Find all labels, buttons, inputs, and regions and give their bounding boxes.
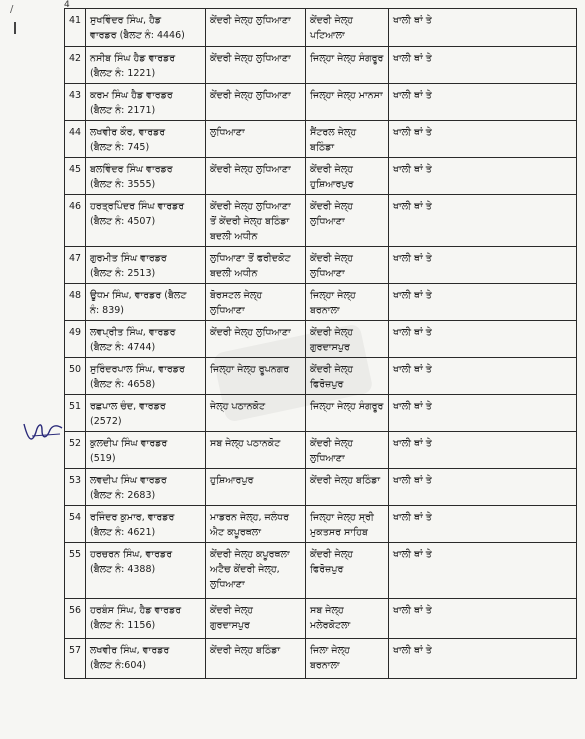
to-location-line: ਬਰਨਾਲਾ [310, 305, 340, 316]
employee-name-line: ਬਲਵਿੰਦਰ ਸਿੰਘ ਵਾਰਡਰ [90, 164, 173, 175]
to-location-line: ਫਿਰੋਜ਼ਪੁਰ [310, 379, 344, 390]
to-location-line: ਜਿਲ੍ਹਾ ਜੇਲ੍ਹ ਸੰਗਰੂਰ [310, 53, 384, 64]
employee-name-line: ਲਖਵੀਰ ਕੌਰ, ਵਾਰਡਰ [90, 127, 166, 138]
employee-name-cell [86, 395, 206, 432]
from-location-line: ਬਦਲੀ ਅਧੀਨ [210, 268, 258, 279]
employee-name-line: (ਬੈਲਟ ਨੰ: 1156) [90, 620, 156, 631]
from-location-line: ਹੁਸ਼ਿਆਰਪੁਰ [210, 475, 254, 486]
from-location-line: ਤੋਂ ਕੇਂਦਰੀ ਜੇਲ੍ਹ ਬਠਿੰਡਾ [210, 216, 290, 227]
page-number: 4 [64, 0, 70, 10]
to-location-cell [306, 195, 389, 247]
employee-name-cell [86, 84, 206, 121]
employee-name-cell [86, 9, 206, 47]
from-location-line: ਕੇਂਦਰੀ ਜੇਲ੍ਹ [210, 605, 253, 616]
remark-cell: ਖਾਲੀ ਥਾਂ ਤੇ [389, 84, 577, 121]
employee-name-line: ਹਰਚਰਨ ਸਿੰਘ, ਵਾਰਡਰ [90, 549, 173, 560]
from-location-cell [206, 432, 306, 469]
table-row [65, 639, 577, 679]
from-location-line: ਗੁਰਦਾਸਪੁਰ [210, 620, 250, 631]
from-location-line: ਕੇਂਦਰੀ ਜੇਲ੍ਹ ਲੁਧਿਆਣਾ [210, 53, 291, 64]
employee-name-cell [86, 195, 206, 247]
from-location-line: ਕੇਂਦਰੀ ਜੇਲ੍ਹ ਬਠਿੰਡਾ [210, 645, 281, 656]
employee-name-line: ਨਸੀਬ ਸਿੰਘ ਹੈਡ ਵਾਰਡਰ [90, 53, 176, 64]
to-location-cell [306, 543, 389, 599]
serial-number-cell: 46 [65, 195, 86, 247]
remark-cell: ਖਾਲੀ ਥਾਂ ਤੇ [389, 321, 577, 358]
from-location-cell [206, 47, 306, 84]
from-location-line: ਕੇਂਦਰੀ ਜੇਲ੍ਹ ਲੁਧਿਆਣਾ [210, 201, 291, 212]
employee-name-line: (ਬੈਲਟ ਨੰ: 2513) [90, 268, 156, 279]
from-location-line: ਜਿਲ੍ਹਾ ਜੇਲ੍ਹ ਰੂਪਨਗਰ [210, 364, 290, 375]
remark-cell: ਖਾਲੀ ਥਾਂ ਤੇ [389, 247, 577, 284]
margin-mark: / [10, 4, 14, 15]
table-row [65, 247, 577, 284]
to-location-line: ਫਿਰੋਜ਼ਪੁਰ [310, 564, 344, 575]
serial-number-cell: 44 [65, 121, 86, 158]
employee-name-line: ਲਖਵੀਰ ਸਿੰਘ, ਵਾਰਡਰ [90, 645, 170, 656]
employee-name-cell [86, 284, 206, 321]
employee-name-line: ਨੰ: 839) [90, 305, 124, 316]
remark-cell: ਖਾਲੀ ਥਾਂ ਤੇ [389, 599, 577, 639]
table-row [65, 47, 577, 84]
employee-name-cell [86, 639, 206, 679]
remark-cell: ਖਾਲੀ ਥਾਂ ਤੇ [389, 158, 577, 195]
table-row [65, 84, 577, 121]
employee-name-line: ਸੁਰਿੰਦਰਪਾਲ ਸਿੰਘ, ਵਾਰਡਰ [90, 364, 185, 375]
to-location-line: ਲੁਧਿਆਣਾ [310, 268, 345, 279]
to-location-cell [306, 84, 389, 121]
to-location-cell [306, 321, 389, 358]
employee-name-line: (ਬੈਲਟ ਨੰ: 2171) [90, 105, 156, 116]
to-location-line: ਕੇਂਦਰੀ ਜੇਲ੍ਹ [310, 15, 353, 26]
from-location-line: ਲੁਧਿਆਣਾ [210, 127, 245, 138]
from-location-cell [206, 84, 306, 121]
to-location-line: ਕੇਂਦਰੀ ਜੇਲ੍ਹ [310, 327, 353, 338]
to-location-line: ਪਟਿਆਲਾ [310, 30, 345, 41]
serial-number-cell: 41 [65, 9, 86, 47]
to-location-cell [306, 432, 389, 469]
from-location-cell [206, 506, 306, 543]
serial-number-cell: 43 [65, 84, 86, 121]
serial-number-cell: 48 [65, 284, 86, 321]
serial-number-cell: 52 [65, 432, 86, 469]
to-location-cell [306, 9, 389, 47]
to-location-line: ਮਲੇਰਕੋਟਲਾ [310, 620, 351, 631]
from-location-line: ਕੇਂਦਰੀ ਜੇਲ੍ਹ ਲੁਧਿਆਣਾ [210, 164, 291, 175]
from-location-cell [206, 321, 306, 358]
serial-number-cell: 50 [65, 358, 86, 395]
from-location-cell [206, 639, 306, 679]
employee-name-line: (2572) [90, 416, 122, 427]
from-location-line: ਕੇਂਦਰੀ ਜੇਲ੍ਹ ਲੁਧਿਆਣਾ [210, 90, 291, 101]
employee-name-line: ਸੁਖਵਿੰਦਰ ਸਿੰਘ, ਹੈਡ [90, 15, 162, 26]
to-location-cell [306, 599, 389, 639]
employee-name-line: (ਬੈਲਟ ਨੰ: 2683) [90, 490, 156, 501]
from-location-cell [206, 543, 306, 599]
employee-name-line: ਰਛਪਾਲ ਚੰਦ, ਵਾਰਡਰ [90, 401, 166, 412]
employee-name-cell [86, 358, 206, 395]
to-location-cell [306, 47, 389, 84]
employee-name-cell [86, 247, 206, 284]
table-row [65, 506, 577, 543]
employee-name-line: ਕੁਲਦੀਪ ਸਿੰਘ ਵਾਰਡਰ [90, 438, 168, 449]
serial-number-cell: 57 [65, 639, 86, 679]
to-location-line: ਜਿਲ੍ਹਾ ਜੇਲ੍ਹ [310, 290, 356, 301]
from-location-line: ਲੁਧਿਆਣਾ ਤੋਂ ਫਰੀਦਕੋਟ [210, 253, 291, 264]
employee-name-line: ਹਰਤ੍ਰਪਿੰਦਰ ਸਿੰਘ ਵਾਰਡਰ [90, 201, 185, 212]
to-location-line: ਕੇਂਦਰੀ ਜੇਲ੍ਹ [310, 201, 353, 212]
to-location-line: ਕੇਂਦਰੀ ਜੇਲ੍ਹ [310, 549, 353, 560]
remark-cell: ਖਾਲੀ ਥਾਂ ਤੇ [389, 358, 577, 395]
serial-number-cell: 42 [65, 47, 86, 84]
employee-name-line: (ਬੈਲਟ ਨੰ: 4388) [90, 564, 156, 575]
remark-cell: ਖਾਲੀ ਥਾਂ ਤੇ [389, 395, 577, 432]
remark-cell: ਖਾਲੀ ਥਾਂ ਤੇ [389, 432, 577, 469]
to-location-cell [306, 506, 389, 543]
from-location-cell [206, 247, 306, 284]
from-location-line: ਮਾਡਰਨ ਜੇਲ੍ਹ, ਜਲੰਧਰ [210, 512, 289, 523]
serial-number-cell: 53 [65, 469, 86, 506]
to-location-cell [306, 358, 389, 395]
table-row [65, 158, 577, 195]
employee-name-cell [86, 47, 206, 84]
from-location-cell [206, 121, 306, 158]
table-row [65, 284, 577, 321]
employee-name-line: ਲਵਦੀਪ ਸਿੰਘ ਵਾਰਡਰ [90, 475, 167, 486]
to-location-line: ਜਿਲਾ ਜੇਲ੍ਹ [310, 645, 350, 656]
to-location-cell [306, 247, 389, 284]
remark-cell: ਖਾਲੀ ਥਾਂ ਤੇ [389, 284, 577, 321]
from-location-line: ਕੇਂਦਰੀ ਜੇਲ੍ਹ ਕਪੂਰਥਲਾ [210, 549, 290, 560]
serial-number-cell: 56 [65, 599, 86, 639]
remark-cell: ਖਾਲੀ ਥਾਂ ਤੇ [389, 639, 577, 679]
employee-name-line: ਕਰਮ ਸਿੰਘ ਹੈਡ ਵਾਰਡਰ [90, 90, 173, 101]
from-location-cell [206, 395, 306, 432]
table-row [65, 195, 577, 247]
remark-cell: ਖਾਲੀ ਥਾਂ ਤੇ [389, 469, 577, 506]
to-location-line: ਜਿਲ੍ਹਾ ਜੇਲ੍ਹ ਸੰਗਰੂਰ [310, 401, 384, 412]
table-row [65, 469, 577, 506]
serial-number-cell: 45 [65, 158, 86, 195]
to-location-cell [306, 284, 389, 321]
to-location-line: ਲੁਧਿਆਣਾ [310, 453, 345, 464]
from-location-cell [206, 9, 306, 47]
employee-name-line: ਗੁਰਮੀਤ ਸਿੰਘ ਵਾਰਡਰ [90, 253, 167, 264]
from-location-line: ਲੁਧਿਆਣਾ [210, 305, 245, 316]
remark-cell: ਖਾਲੀ ਥਾਂ ਤੇ [389, 9, 577, 47]
from-location-cell [206, 284, 306, 321]
serial-number-cell: 47 [65, 247, 86, 284]
to-location-cell [306, 395, 389, 432]
remark-cell: ਖਾਲੀ ਥਾਂ ਤੇ [389, 47, 577, 84]
transfer-roster-table [64, 8, 577, 679]
to-location-line: ਗੁਰਦਾਸਪੁਰ [310, 342, 350, 353]
from-location-cell [206, 469, 306, 506]
to-location-line: ਸਬ ਜੇਲ੍ਹ [310, 605, 344, 616]
employee-name-cell [86, 121, 206, 158]
to-location-cell [306, 121, 389, 158]
employee-name-line: (ਬੈਲਟ ਨੰ: 4744) [90, 342, 156, 353]
from-location-line: ਕੇਂਦਰੀ ਜੇਲ੍ਹ ਲੁਧਿਆਣਾ [210, 327, 291, 338]
table-row [65, 599, 577, 639]
remark-cell: ਖਾਲੀ ਥਾਂ ਤੇ [389, 506, 577, 543]
from-location-line: ਬੋਰਸਟਲ ਜੇਲ੍ਹ [210, 290, 263, 301]
table-row [65, 358, 577, 395]
from-location-line: ਕੇਂਦਰੀ ਜੇਲ੍ਹ ਲੁਧਿਆਣਾ [210, 15, 291, 26]
from-location-cell [206, 158, 306, 195]
table-row [65, 395, 577, 432]
from-location-line: ਜੇਲ੍ਹ ਪਠਾਨਕੋਟ [210, 401, 266, 412]
employee-name-line: (ਬੈਲਟ ਨੰ: 3555) [90, 179, 156, 190]
employee-name-cell [86, 543, 206, 599]
employee-name-cell [86, 321, 206, 358]
serial-number-cell: 55 [65, 543, 86, 599]
from-location-line: ਬਦਲੀ ਅਧੀਨ [210, 231, 258, 242]
table-row [65, 121, 577, 158]
employee-name-line: ਰਜਿੰਦਰ ਕੁਮਾਰ, ਵਾਰਡਰ [90, 512, 175, 523]
to-location-line: ਜਿਲ੍ਹਾ ਜੇਲ੍ਹ ਮਾਨਸਾ [310, 90, 383, 101]
employee-name-line: ਊਧਮ ਸਿੰਘ, ਵਾਰਡਰ (ਬੈਲਟ [90, 290, 187, 301]
table-row [65, 321, 577, 358]
roster-body [65, 9, 577, 679]
remark-cell: ਖਾਲੀ ਥਾਂ ਤੇ [389, 195, 577, 247]
to-location-cell [306, 469, 389, 506]
serial-number-cell: 51 [65, 395, 86, 432]
to-location-line: ਕੇਂਦਰੀ ਜੇਲ੍ਹ [310, 164, 353, 175]
employee-name-line: (519) [90, 453, 116, 464]
to-location-line: ਮੁਕਤਸਰ ਸਾਹਿਬ [310, 527, 368, 538]
handwritten-signature [20, 418, 68, 448]
employee-name-line: (ਬੈਲਟ ਨੰ: 4621) [90, 527, 156, 538]
employee-name-line: ਲਵਪ੍ਰੀਤ ਸਿੰਘ, ਵਾਰਡਰ [90, 327, 176, 338]
employee-name-line: (ਬੈਲਟ ਨੰ: 745) [90, 142, 150, 153]
serial-number-cell: 54 [65, 506, 86, 543]
employee-name-cell [86, 432, 206, 469]
employee-name-line: ਹਰਬੰਸ ਸਿੰਘ, ਹੈਡ ਵਾਰਡਰ [90, 605, 182, 616]
employee-name-cell [86, 469, 206, 506]
employee-name-line: ਵਾਰਡਰ (ਬੈਲਟ ਨੰ: 4446) [90, 30, 185, 41]
to-location-line: ਕੇਂਦਰੀ ਜੇਲ੍ਹ [310, 438, 353, 449]
table-row [65, 9, 577, 47]
table-row [65, 432, 577, 469]
to-location-line: ਕੇਂਦਰੀ ਜੇਲ੍ਹ [310, 253, 353, 264]
from-location-line: ਸਬ ਜੇਲ੍ਹ ਪਠਾਨਕੋਟ [210, 438, 281, 449]
employee-name-line: (ਬੈਲਟ ਨੰ:604) [90, 660, 147, 671]
employee-name-cell [86, 599, 206, 639]
to-location-line: ਲੁਧਿਆਣਾ [310, 216, 345, 227]
to-location-cell [306, 158, 389, 195]
to-location-cell [306, 639, 389, 679]
from-location-cell [206, 195, 306, 247]
to-location-line: ਕੇਂਦਰੀ ਜੇਲ੍ਹ ਬਠਿੰਡਾ [310, 475, 381, 486]
remark-cell: ਖਾਲੀ ਥਾਂ ਤੇ [389, 121, 577, 158]
to-location-line: ਬਠਿੰਡਾ [310, 142, 335, 153]
employee-name-line: (ਬੈਲਟ ਨੰ: 4658) [90, 379, 156, 390]
table-row [65, 543, 577, 599]
to-location-line: ਹੁਸ਼ਿਆਰਪੁਰ [310, 179, 354, 190]
remark-cell: ਖਾਲੀ ਥਾਂ ਤੇ [389, 543, 577, 599]
employee-name-line: (ਬੈਲਟ ਨੰ: 1221) [90, 68, 156, 79]
serial-number-cell: 49 [65, 321, 86, 358]
from-location-line: ਐਟ ਕਪੂਰਥਲਾ [210, 527, 261, 538]
employee-name-cell [86, 506, 206, 543]
to-location-line: ਕੇਂਦਰੀ ਜੇਲ੍ਹ [310, 364, 353, 375]
from-location-cell [206, 599, 306, 639]
employee-name-cell [86, 158, 206, 195]
to-location-line: ਸੈਂਟਰਲ ਜੇਲ੍ਹ [310, 127, 357, 138]
to-location-line: ਜਿਲ੍ਹਾ ਜੇਲ੍ਹ ਸ੍ਰੀ [310, 512, 374, 523]
employee-name-line: (ਬੈਲਟ ਨੰ: 4507) [90, 216, 156, 227]
from-location-cell [206, 358, 306, 395]
margin-tick [14, 22, 16, 34]
to-location-line: ਬਰਨਾਲਾ [310, 660, 340, 671]
from-location-line: ਅਟੈਚ ਕੇਂਦਰੀ ਜੇਲ੍ਹ, [210, 564, 280, 575]
from-location-line: ਲੁਧਿਆਣਾ [210, 579, 245, 590]
